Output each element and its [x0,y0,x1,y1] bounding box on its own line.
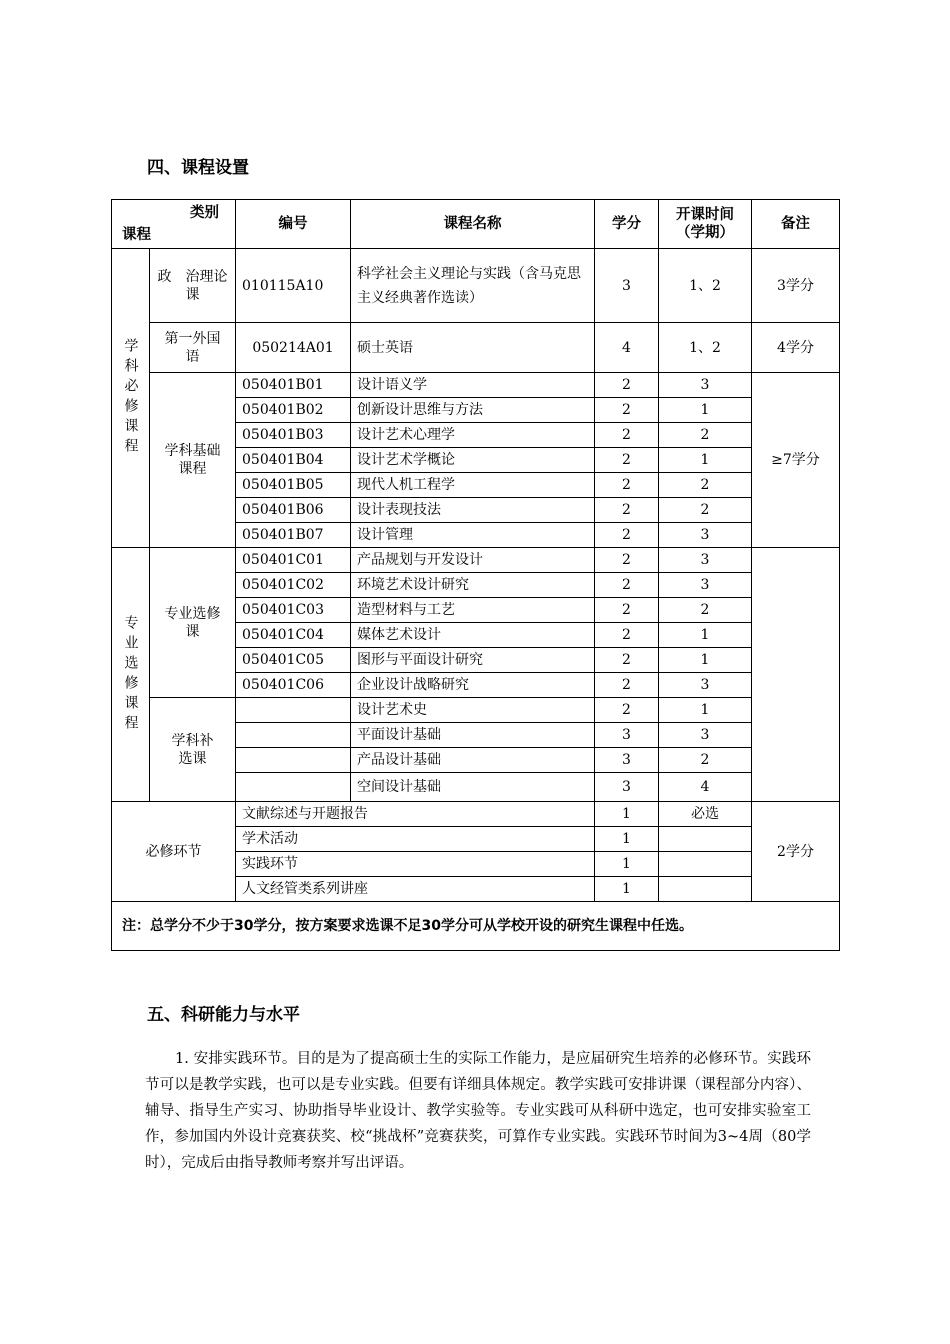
course-name: 实践环节 [236,852,595,877]
group-required: 学科必修课程 [112,249,150,548]
course-code: 050401C01 [236,548,351,573]
course-credit: 4 [595,323,659,373]
subcat-major-elective: 专业选修课 [150,548,236,698]
course-note-empty [752,548,840,802]
course-name: 科学社会主义理论与实践（含马克思主义经典著作选读） [351,249,595,323]
course-term: 1 [659,698,752,723]
course-credit: 2 [595,398,659,423]
course-credit: 2 [595,598,659,623]
course-term: 2 [659,423,752,448]
header-note: 备注 [752,200,840,249]
course-name: 设计艺术学概论 [351,448,595,473]
header-term: 开课时间（学期） [659,200,752,249]
subcat-basic: 学科基础课程 [150,373,236,548]
course-name: 文献综述与开题报告 [236,802,595,827]
course-term: 1 [659,623,752,648]
course-credit: 3 [595,773,659,802]
course-note: ≥7学分 [752,373,840,548]
table-header-row [112,200,840,249]
section-5-title: 五、科研能力与水平 [147,1005,300,1025]
course-note: 3学分 [752,249,840,323]
course-name: 现代人机工程学 [351,473,595,498]
course-name: 设计艺术心理学 [351,423,595,448]
course-term: 2 [659,748,752,773]
course-credit: 2 [595,698,659,723]
subcat-supplement: 学科补选课 [150,698,236,802]
course-name: 造型材料与工艺 [351,598,595,623]
course-credit: 2 [595,548,659,573]
course-credit: 3 [595,748,659,773]
course-name: 硕士英语 [351,323,595,373]
course-name: 设计艺术史 [351,698,595,723]
course-term: 2 [659,498,752,523]
course-credit: 1 [595,877,659,902]
course-term: 1 [659,648,752,673]
header-category: 类别 [190,205,219,221]
course-term: 1 [659,448,752,473]
course-credit: 1 [595,827,659,852]
course-name: 设计管理 [351,523,595,548]
course-code: 050401B06 [236,498,351,523]
course-code: 050401C02 [236,573,351,598]
subcat-politics: 政 治理论课 [150,249,236,323]
course-term: 2 [659,598,752,623]
course-code: 050401B07 [236,523,351,548]
course-credit: 2 [595,673,659,698]
table-row [112,323,840,373]
table-row [112,548,840,573]
course-term: 1、2 [659,249,752,323]
course-name: 媒体艺术设计 [351,623,595,648]
course-name: 环境艺术设计研究 [351,573,595,598]
course-note: 2学分 [752,802,840,902]
course-note: 4学分 [752,323,840,373]
course-name: 设计表现技法 [351,498,595,523]
course-credit: 2 [595,373,659,398]
table-row [112,698,840,723]
course-name: 人文经管类系列讲座 [236,877,595,902]
header-course: 课程 [122,227,151,243]
course-code: 050401B03 [236,423,351,448]
course-code [236,748,351,773]
course-name: 创新设计思维与方法 [351,398,595,423]
course-code: 050401C06 [236,673,351,698]
course-credit: 2 [595,473,659,498]
course-name: 图形与平面设计研究 [351,648,595,673]
course-code: 050401B01 [236,373,351,398]
course-code: 050401B05 [236,473,351,498]
group-compulsory-links: 必修环节 [112,802,236,902]
course-name: 产品规划与开发设计 [351,548,595,573]
course-term: 3 [659,673,752,698]
course-term: 3 [659,573,752,598]
course-name: 空间设计基础 [351,773,595,802]
table-row [112,802,840,827]
course-name: 企业设计战略研究 [351,673,595,698]
course-credit: 2 [595,423,659,448]
course-name: 设计语义学 [351,373,595,398]
course-credit: 2 [595,648,659,673]
course-credit: 2 [595,573,659,598]
course-term [659,852,752,877]
course-term: 3 [659,548,752,573]
course-term: 1、2 [659,323,752,373]
course-code [236,723,351,748]
course-credit: 2 [595,523,659,548]
table-row [112,249,840,323]
header-code: 编号 [236,200,351,249]
course-credit: 2 [595,623,659,648]
course-code: 050214A01 [236,323,351,373]
course-term [659,827,752,852]
section-4-title: 四、课程设置 [147,158,249,178]
course-code [236,773,351,802]
course-name: 产品设计基础 [351,748,595,773]
course-table [111,199,840,951]
course-term: 3 [659,373,752,398]
course-credit: 1 [595,802,659,827]
paragraph-practice: 1. 安排实践环节。目的是为了提高硕士生的实际工作能力，是应届研究生培养的必修环节。实践环节可以是教学实践，也可以是专业实践。但要有详细具体规定。教学实践可安排讲课（课程部分内容）、辅导、指导生产实习、协助指导毕业设计、教学实验等。专业实践可从科研中选定，也可安排实验室工作，参加国内外设计竞赛获奖、校“挑战杯”竞赛获奖，可算作专业实践。实践环节时间为3~4周（80学时），完成后由指导教师考察并写出评语。 [145,1051,811,1171]
course-name: 学术活动 [236,827,595,852]
table-footnote: 注：总学分不少于30学分，按方案要求选课不足30学分可从学校开设的研究生课程中任选。 [112,902,840,951]
course-term: 3 [659,523,752,548]
course-credit: 1 [595,852,659,877]
course-term: 3 [659,723,752,748]
header-credit: 学分 [595,200,659,249]
group-elective: 专业选修课程 [112,548,150,802]
course-term: 4 [659,773,752,802]
table-row [112,373,840,398]
course-code [236,698,351,723]
course-credit: 3 [595,249,659,323]
course-credit: 3 [595,723,659,748]
course-name: 平面设计基础 [351,723,595,748]
course-code: 050401B02 [236,398,351,423]
course-credit: 2 [595,498,659,523]
subcat-language: 第一外国 语 [150,323,236,373]
header-name: 课程名称 [351,200,595,249]
course-term: 1 [659,398,752,423]
course-term: 必选 [659,802,752,827]
course-term: 2 [659,473,752,498]
course-code: 050401B04 [236,448,351,473]
header-category-course [112,200,236,249]
course-term [659,877,752,902]
course-code: 050401C04 [236,623,351,648]
course-credit: 2 [595,448,659,473]
course-code: 050401C05 [236,648,351,673]
course-code: 010115A10 [236,249,351,323]
footnote-row [112,902,840,951]
course-code: 050401C03 [236,598,351,623]
